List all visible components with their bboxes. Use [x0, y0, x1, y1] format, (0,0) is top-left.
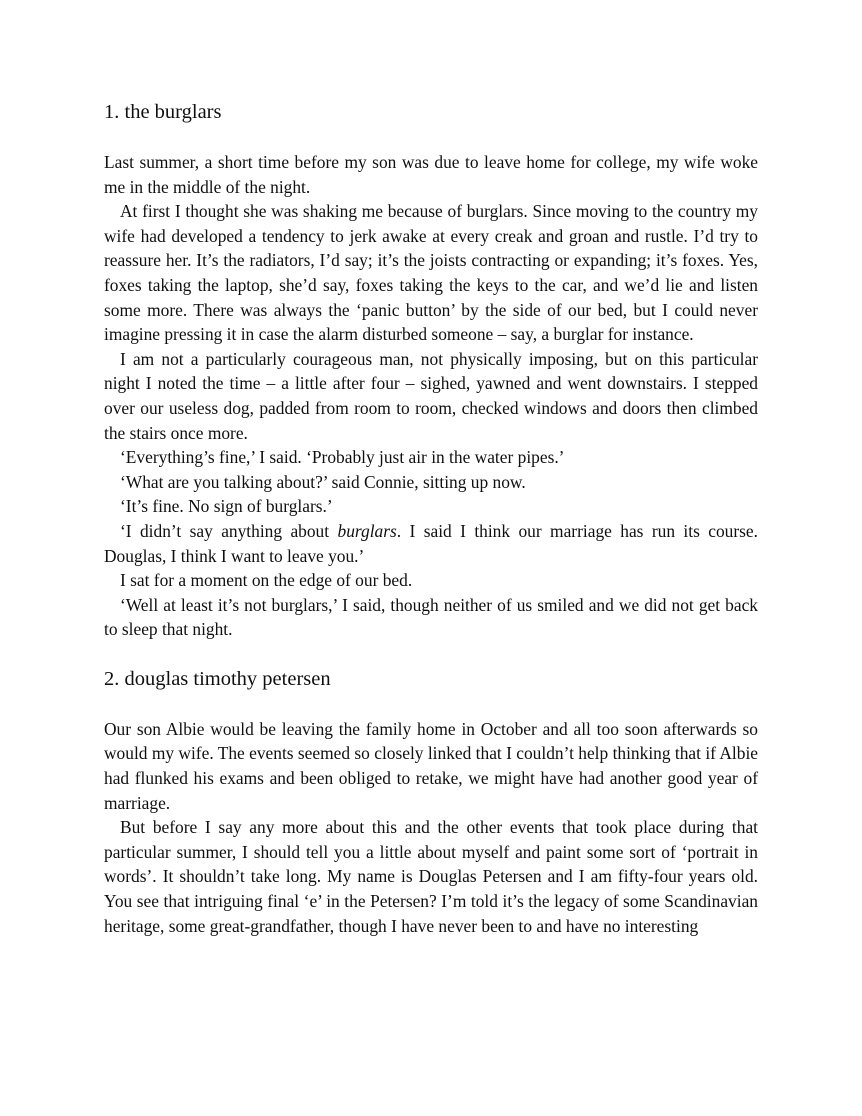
paragraph-dialogue: ‘Everything’s fine,’ I said. ‘Probably just air in the water pipes.’	[120, 447, 565, 468]
paragraph-dialogue	[104, 519, 758, 568]
paragraph: Last summer, a short time before my son was due to leave home for college, my wife woke me in the middle of the night.	[104, 152, 758, 197]
italic-text: burglars	[337, 520, 397, 541]
paragraph: At first I thought she was shaking me because of burglars. Since moving to the country my wife had developed a tendency to jerk awake at every creak and groan and rustle. I’d try to reassure her. It’s the radiators, I’d say; it’s the joists contracting or expanding; it’s foxes. Yes, foxes taking the laptop, she’d say, foxes taking the keys to the car, and we’d lie and listen some more. There was always the ‘panic button’ by the side of our bed, but I could never imagine pressing it in case the alarm disturbed someone – say, a burglar for instance.	[104, 201, 758, 345]
paragraph: Our son Albie would be leaving the family home in October and all too soon afterwards so would my wife. The events seemed so closely linked that I couldn’t help thinking that if Albie had flunked his exams and been obliged to retake, we might have had another good year of marriage.	[104, 718, 758, 813]
chapter-2-heading: 2. douglas timothy petersen	[104, 667, 331, 690]
paragraph-dialogue: ‘It’s fine. No sign of burglars.’	[120, 496, 333, 517]
paragraph: But before I say any more about this and the other events that took place during that particular summer, I should tell you a little about myself and paint some sort of ‘portrait in words’. It shouldn’t take long. My name is Douglas Petersen and I am fifty-four years old. You see that intriguing final ‘e’ in the Petersen? I’m told it’s the legacy of some Scandinavian heritage, some great-grandfather, though I have never been to and have no interesting	[104, 817, 758, 936]
chapter-1-heading: 1. the burglars	[104, 101, 222, 123]
chapter-1-section	[104, 99, 758, 642]
text-segment: ‘I didn’t say anything about	[120, 520, 338, 541]
chapter-2-section	[104, 666, 758, 938]
page-content	[104, 99, 758, 938]
paragraph: I sat for a moment on the edge of our bed.	[120, 570, 413, 591]
paragraph-dialogue: ‘Well at least it’s not burglars,’ I said, though neither of us smiled and we did not get back to sleep that night.	[104, 594, 758, 640]
text-segment: . I said I think our marriage has run its course. Douglas, I think I want to leave you.’	[104, 520, 758, 566]
paragraph: I am not a particularly courageous man, not physically imposing, but on this particular night I noted the time – a little after four – sighed, yawned and went downstairs. I stepped over our useless dog, padded from room to room, checked windows and doors then climbed the stairs once more.	[104, 348, 758, 443]
paragraph-dialogue: ‘What are you talking about?’ said Connie, sitting up now.	[120, 471, 526, 492]
